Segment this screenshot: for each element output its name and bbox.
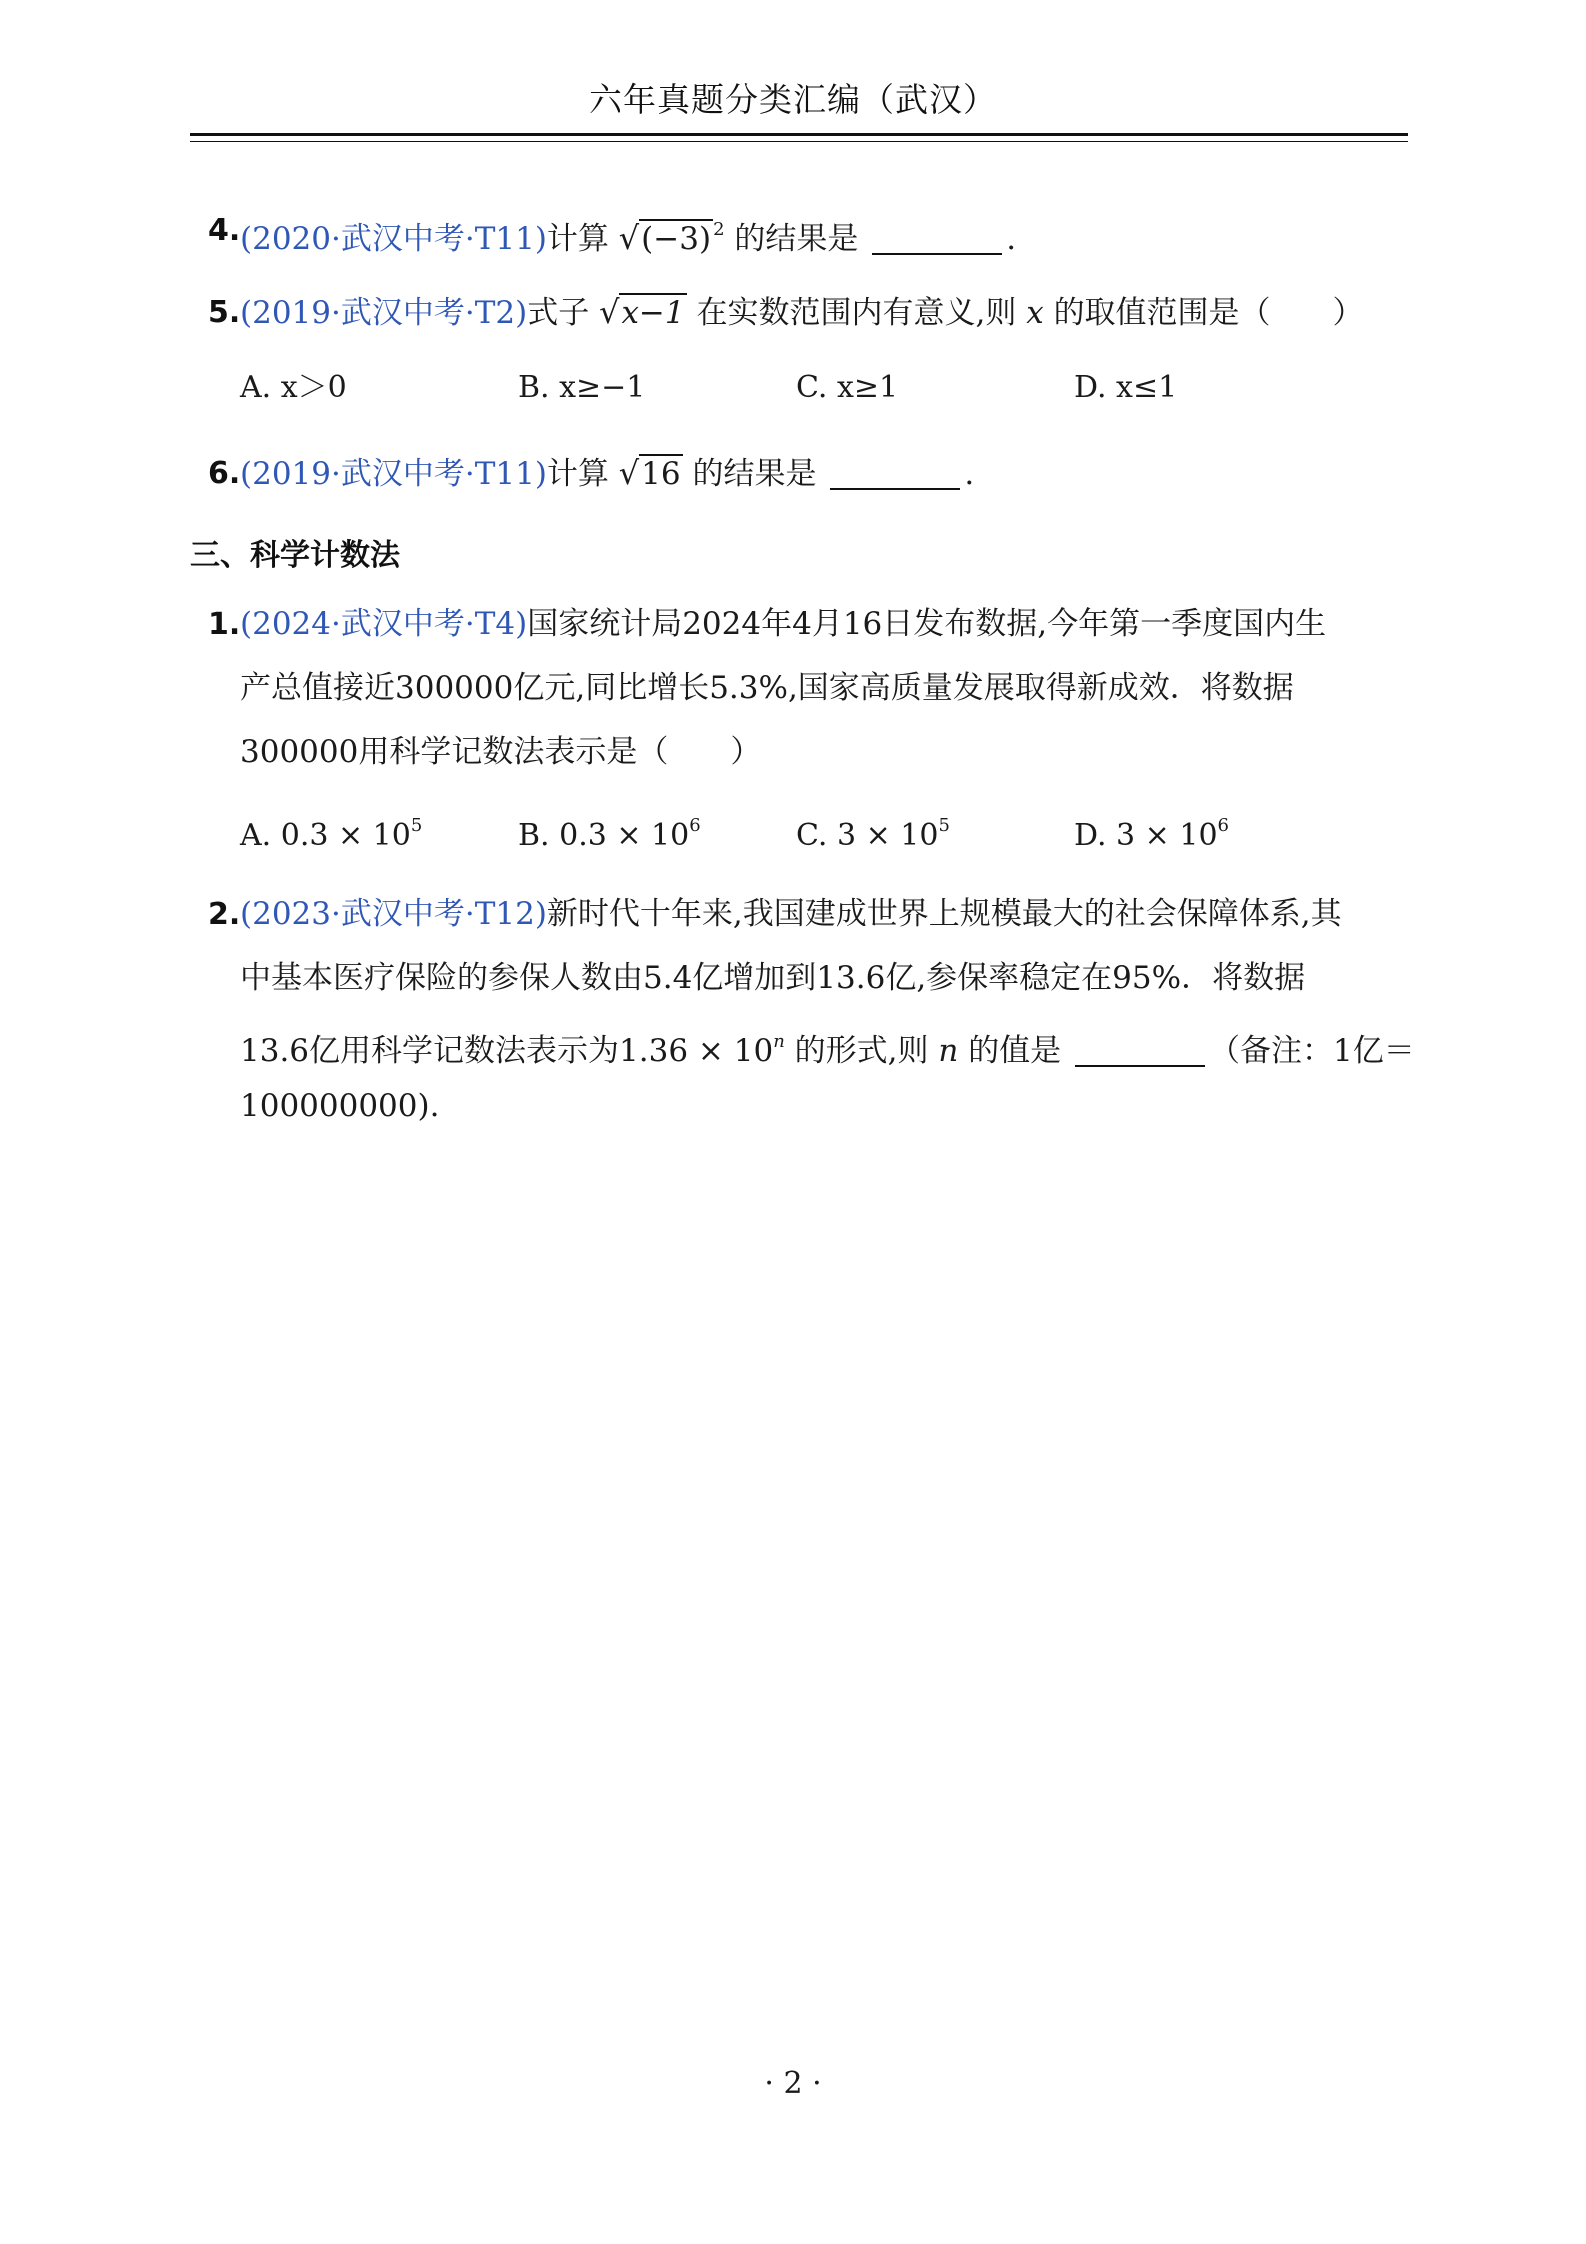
question-source: (2019·武汉中考·T11) — [240, 456, 547, 492]
option-text: B. 0.3 × 10 — [518, 818, 690, 853]
option-b[interactable]: B. x≥−1 — [518, 370, 646, 405]
page-header-title: 六年真题分类汇编（武汉） — [589, 80, 997, 119]
note-text: （备注：1亿＝ — [1209, 1033, 1415, 1069]
option-c[interactable]: C. x≥1 — [796, 370, 899, 405]
question-source: (2019·武汉中考·T2) — [240, 295, 528, 331]
exponent: 5 — [410, 815, 423, 836]
sqrt-expression: √(−3) $^2$ — [618, 219, 725, 257]
question-text: 的结果是 — [734, 221, 859, 257]
option-a[interactable]: A. x＞0 — [240, 370, 347, 405]
question-number: 4. — [208, 213, 241, 248]
question-text: 国家统计局2024年4月16日发布数据,今年第一季度国内生 — [527, 606, 1327, 642]
variable: x — [1026, 295, 1044, 331]
option-b[interactable] — [518, 806, 701, 856]
radicand: 16 — [641, 456, 681, 492]
question-text: 中基本医疗保险的参保人数由5.4亿增加到13.6亿,参保率稳定在95%．将数据 — [240, 960, 1306, 996]
question-text: 300000用科学记数法表示是（ ） — [240, 734, 762, 770]
option-a[interactable] — [240, 806, 422, 856]
question-source: (2020·武汉中考·T11) — [240, 221, 547, 257]
radicand: (−3) — [641, 221, 712, 257]
question-4 — [240, 208, 1016, 261]
exponent: 6 — [689, 815, 701, 836]
answer-blank[interactable] — [830, 458, 960, 490]
section-title: 三、科学计数法 — [190, 538, 400, 573]
question-text: . — [964, 456, 975, 492]
option-text: C. 3 × 10 — [796, 818, 939, 853]
question-source: (2023·武汉中考·T12) — [240, 896, 547, 932]
question-number: 5. — [208, 295, 241, 330]
question-text: 在实数范围内有意义,则 — [696, 295, 1017, 331]
exponent: 5 — [938, 815, 950, 836]
question-text: 的取值范围是（ ） — [1053, 295, 1364, 331]
question-text: 100000000). — [240, 1088, 440, 1124]
exponent: 6 — [1217, 815, 1229, 836]
question-number: 2. — [208, 897, 241, 932]
option-text: D. 3 × 10 — [1074, 818, 1218, 853]
answer-blank[interactable] — [1075, 1035, 1205, 1067]
question-line — [240, 1020, 1415, 1073]
question-text: 式子 — [527, 295, 590, 331]
question-text: 新时代十年来,我国建成世界上规模最大的社会保障体系,其 — [546, 896, 1342, 932]
question-text: 的结果是 — [692, 456, 817, 492]
answer-blank[interactable] — [872, 223, 1002, 255]
question-5 — [240, 290, 1364, 335]
header-rule-thick — [190, 133, 1408, 136]
option-c[interactable] — [796, 806, 950, 856]
question-6 — [240, 451, 974, 496]
question-text: . — [1006, 221, 1017, 257]
question-text: 的形式,则 — [794, 1033, 929, 1069]
question-line — [240, 602, 1326, 646]
exponent: 2 — [713, 219, 725, 240]
question-text: 产总值接近300000亿元,同比增长5.3%,国家高质量发展取得新成效．将数据 — [240, 670, 1294, 706]
variable: n — [938, 1033, 959, 1069]
question-text: 计算 — [546, 221, 609, 257]
question-number: 6. — [208, 456, 241, 491]
question-text: 的值是 — [968, 1033, 1062, 1069]
option-text: A. 0.3 × 10 — [240, 818, 411, 853]
sqrt-expression: √x−1 — [599, 293, 685, 331]
radicand: x−1 — [621, 295, 685, 331]
option-d[interactable] — [1074, 806, 1229, 856]
sqrt-expression: √16 — [618, 454, 681, 492]
question-text: 13.6亿用科学记数法表示为1.36 × 10 — [240, 1033, 774, 1069]
exponent: n — [773, 1031, 785, 1052]
question-source: (2024·武汉中考·T4) — [240, 606, 528, 642]
question-text: 计算 — [546, 456, 609, 492]
option-d[interactable]: D. x≤1 — [1074, 370, 1178, 405]
question-line — [240, 892, 1342, 936]
question-number: 1. — [208, 607, 241, 642]
header-rule-thin — [190, 141, 1408, 142]
page-number: · 2 · — [764, 2066, 822, 2101]
